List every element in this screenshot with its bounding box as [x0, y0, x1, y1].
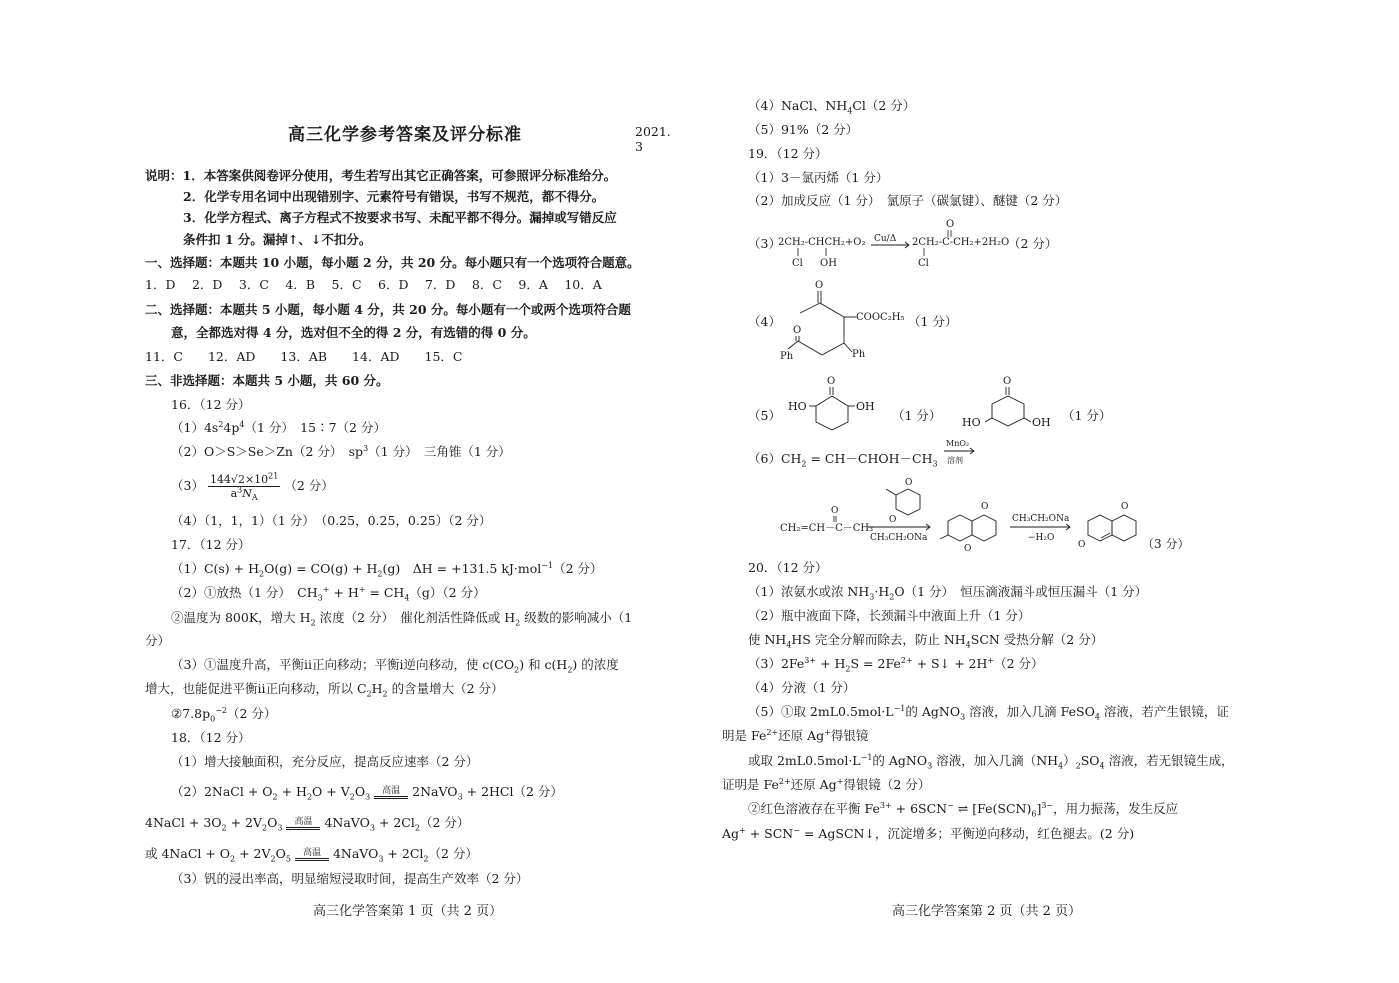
- q20-line-11: Ag+ + SCN− = AgSCN↓，沉淀增多；平衡逆向移动，红色褪去。(2 分): [722, 825, 1135, 841]
- reaction-arrow: 高温: [295, 848, 329, 861]
- ring: [816, 396, 848, 430]
- q16-line-2: （2）O＞S＞Se＞Zn（2 分） $sp^3(1$ 分） 三角锥（1 分）: [171, 443, 511, 459]
- q17-line-6: $②7.8p_0^{-2}(2$ 分）: [171, 705, 277, 724]
- q19-3-label: （3）: [748, 236, 781, 251]
- q19-line-2: （2）加成反应（1 分） 氯原子（碳氯键）、醚键（2 分）: [748, 193, 1068, 208]
- note-1: 说明：1．本答案供阅卷评分使用，考生若写出其它正确答案，可参照评分标准给分。: [145, 168, 617, 183]
- q20-line-9: 证明是 $Fe^{2+}$还原 Ag+得银镜（2 分）: [722, 776, 931, 792]
- q17-line-1: $(1)C(s) + H_2O(g) = CO(g) + H_2(g)$ ΔH = +131.5 kJ·mol$^{-1}$（2 分）: [171, 560, 603, 579]
- doc-title: 高三化学参考答案及评分标准: [288, 125, 522, 145]
- eq-cl-1: Cl: [792, 258, 803, 269]
- q19-head: 19．（12 分）: [748, 146, 828, 161]
- q19-5-score-2: （1 分）: [1062, 408, 1112, 423]
- double-bond: [1101, 533, 1110, 538]
- q18-head: 18．（12 分）: [171, 730, 251, 745]
- note-2: 2．化学专用名词中出现错别字、元素符号有错误，书写不规范，都不得分。: [183, 189, 605, 204]
- bond: [844, 343, 852, 352]
- q16-line-3: （3） $\frac{144√2\times 10^{21}}{a^3N_A}$ （2 分）: [171, 471, 334, 503]
- eq-reactant: 2CH₂-CHCH₂+O₂: [778, 237, 866, 248]
- prod-o-1: O: [1121, 502, 1129, 512]
- q20-line-5: （4）分液（1 分）: [748, 680, 856, 695]
- section-3-title: 三、非选择题：本题共 5 小题，共 60 分。: [145, 373, 389, 388]
- q19-6-scheme: [778, 475, 1198, 560]
- q20-line-10: ②红色溶液存在平衡 $Fe^{3+} + 6SCN^-$ ⇌ $[Fe(SCN)_6]^{3-}$，用力振荡，发生反应: [748, 800, 1179, 819]
- q17-head: 17．（12 分）: [171, 537, 251, 552]
- q17-line-2: （2）①放热（1 分） $CH_3^+ + H^+ = CH_4(g)(2$ 分）: [171, 584, 486, 603]
- ring: [1088, 515, 1112, 541]
- prod-o-2: O: [1078, 540, 1086, 550]
- bond: [940, 535, 948, 539]
- q19-4-score: （1 分）: [908, 314, 958, 329]
- q20-line-2: （2）瓶中液面下降，长颈漏斗中液面上升（1 分）: [748, 608, 1031, 623]
- bond: [886, 489, 896, 495]
- int-o-1: O: [981, 502, 989, 512]
- note-3-cont: 条件扣 1 分。漏掉↑、↓不扣分。: [183, 232, 372, 247]
- bond: [788, 341, 798, 349]
- bond: [1024, 418, 1031, 422]
- q16-line-4: （4）（1，1，1）（1 分） （0.25，0.25，0.25）（2 分）: [171, 513, 492, 528]
- q19-4-structure: [778, 275, 918, 370]
- diol-ketone-o-2: O: [1003, 376, 1012, 387]
- hydroxyl-left: HO: [788, 400, 807, 413]
- bond: [800, 303, 820, 313]
- q18-line-1: （1）增大接触面积，充分反应，提高反应速率（2 分）: [171, 754, 479, 769]
- section-1-answers: 1．D 2．D 3．C 4．B 5．C 6．D 7．D 8．C 9．A 10．A: [145, 277, 602, 292]
- section-2-answers: 11．C 12．AD 13．AB 14．AD 15．C: [145, 349, 463, 364]
- int-o-2: O: [964, 544, 972, 554]
- eq-cl-2: Cl: [918, 258, 929, 269]
- q17-line-5: 增大，也能促进平衡ⅱ正向移动，所以 $C_2H_2$ 的含量增大（2 分）: [145, 681, 504, 699]
- ring-o-2: O: [889, 515, 897, 525]
- eq-o: O: [946, 219, 955, 230]
- section-2-title: 二、选择题：本题共 5 小题，每小题 4 分，共 20 分。每小题有一个或两个选项符合题: [145, 302, 631, 317]
- q17-line-3: ②温度为 800K，增大 $H_2$ 浓度（2 分） 催化剂活性降低或 $H_2$ 级数的影响减小（1: [171, 610, 633, 628]
- note-3: 3．化学方程式、离子方程式不按要求书写、未配平都不得分。漏掉或写错反应: [183, 210, 617, 225]
- ketone-o: O: [815, 280, 824, 291]
- hydroxyl-left-2: HO: [962, 416, 981, 429]
- q19-6-line-1: $(6)CH_2$ = $CH-CHOH-CH_3$: [748, 451, 938, 469]
- q18-line-4b: （4）NaCl、$NH_4Cl(2$ 分）: [748, 98, 916, 116]
- cond-base-1: CH₃CH₂ONa: [870, 533, 928, 543]
- q18-line-3: 4NaCl + $3O_2 + 2V_2O_3$ 高温 4NaVO$_3$ + $2Cl_2(2$ 分）: [145, 815, 470, 833]
- eq-condition: Cu/Δ: [874, 234, 897, 244]
- q19-5-label: （5）: [748, 408, 781, 423]
- mvk-o: O: [831, 506, 839, 516]
- bond: [985, 418, 992, 422]
- phenyl-2: Ph: [780, 351, 794, 362]
- q19-6-score: （3 分）: [1142, 537, 1190, 551]
- cond-base-2: CH₃CH₂ONa: [1012, 514, 1070, 524]
- density-fraction: $\frac{144√2\times 10^{21}}{a^3N_A}$: [209, 471, 279, 503]
- ester-group: COOC₂H₅: [856, 312, 905, 323]
- phenyl-1: Ph: [852, 349, 866, 360]
- q16-head: 16．（12 分）: [171, 397, 251, 412]
- reaction-arrow: 高温: [286, 817, 320, 830]
- condition-bottom: 溶剂: [947, 456, 963, 465]
- q20-line-7: 明是 $Fe^{2+}$还原 Ag+得银镜: [722, 727, 869, 743]
- q18-line-4: 或 4NaCl + $O_2 + 2V_2O_5$ 高温 4NaVO$_3$ + $2Cl_2(2$ 分）: [145, 846, 478, 864]
- q19-6-arrow-1: [944, 436, 984, 470]
- section-1-title: 一、选择题：本题共 10 小题，每小题 2 分，共 20 分。每小题只有一个选项符合题意。: [145, 255, 640, 270]
- q20-line-4: $(3)2Fe^{3+} + H_2S = 2Fe^{2+}$ + S↓ + 2H+（2 分）: [748, 655, 1044, 674]
- eq-product: 2CH₂-C-CH₂+2H₂O: [912, 237, 1010, 248]
- q19-4-label: （4）: [748, 314, 781, 329]
- bond: [822, 343, 844, 355]
- q20-line-8: 或取 $2mL0.5mol\cdot L^{-1}$的 AgNO$_3$ 溶液，加入几滴$(NH_4)_2SO_4$ 溶液，若无银镜生成，: [748, 752, 1234, 771]
- ring: [992, 396, 1024, 426]
- hydroxyl-right-2: OH: [1032, 416, 1051, 429]
- bond: [798, 341, 822, 355]
- bond: [820, 303, 844, 317]
- q20-head: 20．（12 分）: [748, 560, 828, 575]
- q19-5-structure-1: [784, 372, 894, 432]
- ring: [896, 489, 920, 515]
- q19-5-structure-2: [960, 372, 1070, 432]
- q20-line-6: （5）①取 $2mL0.5mol\cdot L^{-1}$的 AgNO$_3$ 溶液，加入几滴 FeSO$_4$ 溶液，若产生银镜，证: [748, 703, 1229, 722]
- reaction-arrow: 高温: [374, 786, 408, 799]
- ring: [972, 515, 996, 541]
- doc-date: 2021. 3: [635, 124, 671, 154]
- eq-oh: OH: [820, 258, 837, 269]
- ring: [948, 515, 972, 541]
- diol-ketone-o: O: [827, 376, 836, 387]
- ketone-o-2: O: [793, 325, 802, 336]
- section-2-title-cont: 意，全都选对得 4 分，选对但不全的得 2 分，有选错的得 0 分。: [171, 325, 536, 340]
- page-footer-1: 高三化学答案第 1 页（共 2 页）: [313, 904, 503, 919]
- q17-line-4: （3）①温度升高，平衡ⅱ正向移动；平衡ⅰ逆向移动，使 $c(CO_2)$ 和 $c(H_2)$ 的浓度: [171, 657, 619, 675]
- q20-line-3: 使 $NH_4HS$ 完全分解而除去，防止 $NH_4SCN$ 受热分解（2 分）: [748, 632, 1104, 650]
- hydroxyl-right: OH: [856, 400, 875, 413]
- condition-top: MnO₂: [946, 439, 970, 448]
- q16-line-1: $(1)4s^24p^4(1$ 分） 15∶7（2 分）: [171, 419, 386, 435]
- q18-line-5: （3）钒的浸出率高，明显缩短浸取时间，提高生产效率（2 分）: [171, 871, 529, 886]
- ring-o-1: O: [905, 478, 913, 488]
- ring: [1112, 515, 1136, 541]
- cond-dehydration: −H₂O: [1028, 533, 1055, 543]
- q18-line-5b: （5）91%（2 分）: [748, 122, 859, 137]
- q20-line-1: （1）浓氨水或浓 $NH_3\cdot H_2O(1$ 分） 恒压滴液漏斗或恒压漏斗（1 分）: [748, 584, 1148, 602]
- q17-line-3-cont: 分）: [145, 633, 171, 648]
- q19-3-score: （2 分）: [1008, 236, 1058, 251]
- mvk: CH₂=CH－C－CH₃: [780, 523, 874, 534]
- page-footer-2: 高三化学答案第 2 页（共 2 页）: [892, 904, 1082, 919]
- q18-line-2: （2）2NaCl + $O_2 + H_2O + V_2O_3$ 高温 2NaVO$_3$ + 2HCl（2 分）: [171, 784, 563, 802]
- q19-line-1: （1）3－氯丙烯（1 分）: [748, 170, 889, 185]
- q19-5-score-1: （1 分）: [892, 408, 942, 423]
